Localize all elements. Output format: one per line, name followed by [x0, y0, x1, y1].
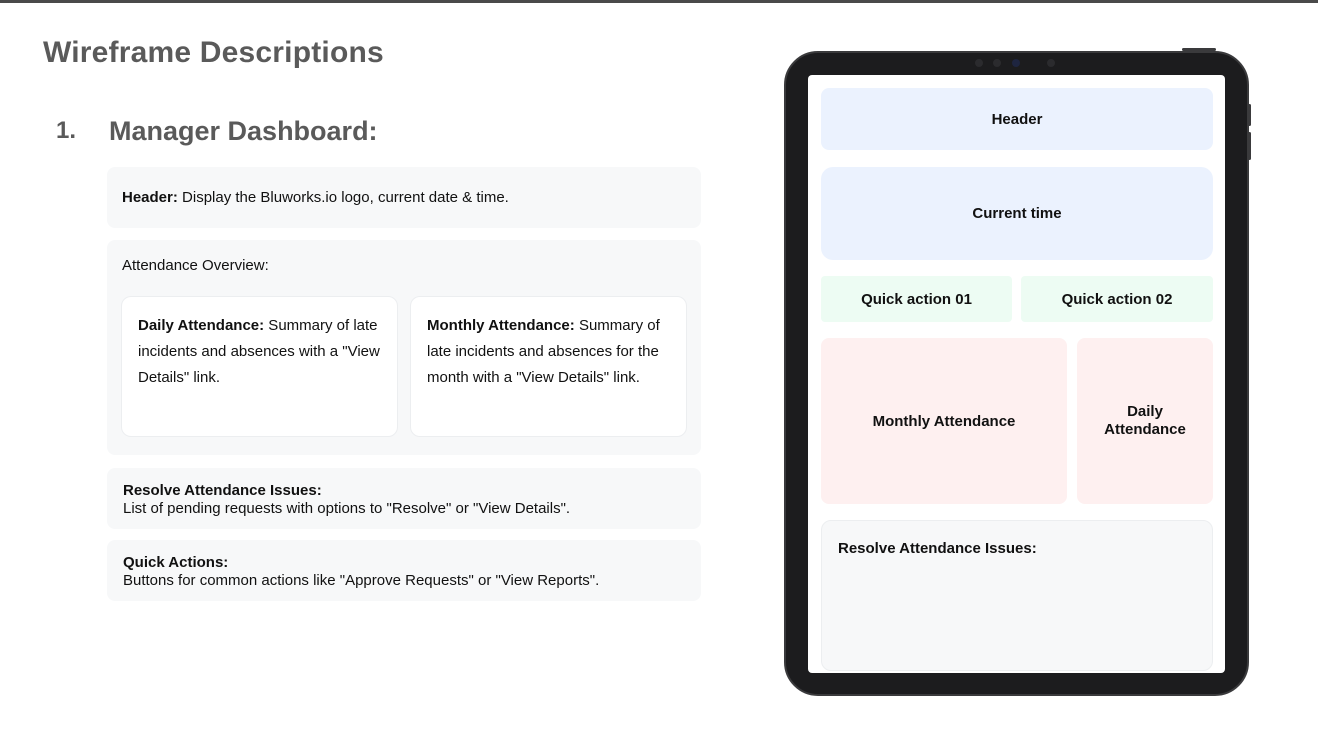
quick-actions-text: Buttons for common actions like "Approve Requests" or "View Reports". [123, 572, 600, 589]
quick-actions-label: Quick Actions: [123, 554, 229, 571]
wireframe-quick-action-02-label: Quick action 02 [1061, 290, 1173, 308]
header-description-label: Header: [122, 189, 178, 206]
daily-attendance-description-card [121, 296, 398, 437]
quick-actions-description-card [107, 540, 701, 601]
section-number: 1. [56, 117, 77, 144]
wireframe-header-block [821, 88, 1213, 150]
header-description-card [107, 167, 701, 228]
resolve-issues-label: Resolve Attendance Issues: [123, 482, 322, 499]
wireframe-quick-action-01 [821, 276, 1012, 322]
attendance-overview-label: Attendance Overview: [122, 257, 269, 274]
wireframe-quick-action-01-label: Quick action 01 [861, 290, 972, 308]
top-divider [0, 0, 1318, 3]
wireframe-quick-action-02 [1021, 276, 1213, 322]
section-title: Manager Dashboard: [109, 116, 378, 146]
monthly-attendance-text: Summary of late incidents and absences for the month with a "View Details" link. [427, 317, 660, 386]
attendance-overview-card [107, 240, 701, 455]
monthly-attendance-description [427, 313, 674, 391]
wireframe-current-time-block [821, 167, 1213, 260]
wireframe-resolve-issues-label: Resolve Attendance Issues: [838, 540, 1037, 557]
wireframe-daily-attendance-label: Daily Attendance [1104, 403, 1186, 438]
daily-attendance-text: Summary of late incidents and absences with a "View Details" link. [138, 317, 380, 386]
monthly-attendance-description-card [410, 296, 687, 437]
wireframe-monthly-attendance-block [821, 338, 1067, 504]
wireframe-current-time-label: Current time [972, 205, 1062, 222]
wireframe-monthly-attendance-label: Monthly Attendance [872, 412, 1016, 430]
tablet-camera-icon [975, 58, 1057, 68]
header-description-text: Display the Bluworks.io logo, current date & time. [177, 189, 509, 206]
monthly-attendance-label: Monthly Attendance: [427, 317, 575, 334]
wireframe-daily-attendance-block [1077, 338, 1213, 504]
wireframe-header-label: Header [991, 110, 1043, 128]
resolve-issues-text: List of pending requests with options to "Resolve" or "View Details". [123, 500, 571, 517]
header-description [122, 189, 509, 206]
page-title: Wireframe Descriptions [43, 36, 384, 69]
wireframe-resolve-issues-block [821, 520, 1213, 671]
daily-attendance-label: Daily Attendance: [138, 317, 265, 334]
resolve-issues-description-card [107, 468, 701, 529]
daily-attendance-description [138, 313, 385, 391]
